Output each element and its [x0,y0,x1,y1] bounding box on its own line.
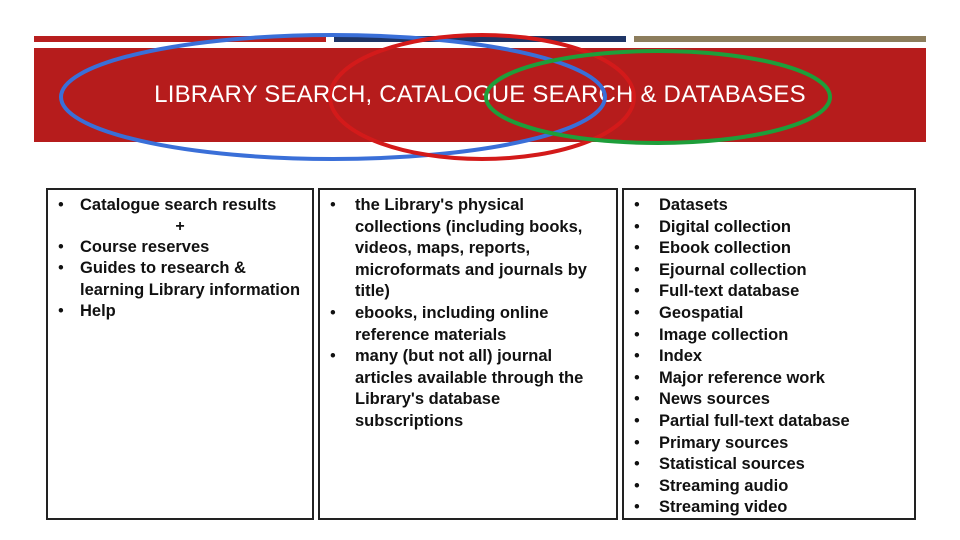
bullet: • [330,303,336,322]
bullet: • [58,196,64,214]
list-item [634,368,906,390]
bullet: • [634,217,640,236]
bullet: • [634,433,640,452]
item-text: Ejournal collection [659,260,807,279]
bullet: • [634,196,640,214]
list-item [58,258,302,301]
item-text: Catalogue search results [80,196,277,214]
bullet: • [634,347,640,366]
bullet: • [330,196,336,214]
list-item [634,346,906,368]
list-item [634,454,906,476]
bullet: • [634,476,640,495]
list-item [634,217,906,239]
list-item [634,433,906,455]
list-item [634,303,906,325]
bullet: • [634,455,640,474]
item-text: Ebook collection [659,239,792,258]
slide-title: LIBRARY SEARCH, CATALOGUE SEARCH & DATABASES [154,81,806,108]
item-text: Major reference work [659,368,825,387]
item-text: Datasets [659,196,728,214]
bullet: • [634,368,640,387]
list-item [634,281,906,303]
item-text: News sources [659,390,770,409]
item-text: many (but not all) journal articles available through the Library's database subscriptions [355,347,584,430]
library-search-column [46,188,314,520]
item-text: Index [659,347,703,366]
bullet: • [634,390,640,409]
bullet: • [58,302,64,321]
list-item [330,303,608,346]
bullet: • [58,237,64,256]
item-text: Streaming audio [659,476,789,495]
list-item [634,389,906,411]
item-text: Image collection [659,325,789,344]
item-text: Geospatial [659,303,744,322]
item-text: Course reserves [80,237,210,256]
item-text: ebooks, including online reference materials [355,303,549,344]
list-item [58,195,302,217]
list-item [330,195,608,303]
item-text: Digital collection [659,217,792,236]
list-item [58,301,302,323]
bullet: • [634,411,640,430]
top-accent-bar-navy [334,36,626,42]
list-item [634,238,906,260]
item-text: the Library's physical collections (including books, videos, maps, reports, microformats and journals by title) [355,196,587,301]
bullet: • [58,259,64,278]
item-text: Full-text database [659,282,800,301]
list-item [634,476,906,498]
list-item [58,237,302,259]
plus-sign: + [175,217,185,235]
list-item [634,411,906,433]
item-text: Partial full-text database [659,411,850,430]
bullet: • [634,282,640,301]
bullet: • [634,239,640,258]
item-text: Help [80,302,116,321]
databases-column [622,188,916,520]
list-item [634,325,906,347]
list-item [330,346,608,432]
database-list [634,195,906,519]
bullet: • [634,325,640,344]
top-accent-bar-red [34,36,326,42]
bullet: • [634,303,640,322]
list-item [634,260,906,282]
item-text: Primary sources [659,433,789,452]
item-text: Statistical sources [659,455,805,474]
bullet: • [634,498,640,517]
bullet: • [634,260,640,279]
list-item [634,195,906,217]
catalogue-search-column [318,188,618,520]
item-text: Guides to research & learning Library information [80,259,301,299]
top-accent-bar-tan [634,36,926,42]
item-text: Streaming video [659,498,788,517]
list-item [634,497,906,519]
bullet: • [330,347,336,366]
